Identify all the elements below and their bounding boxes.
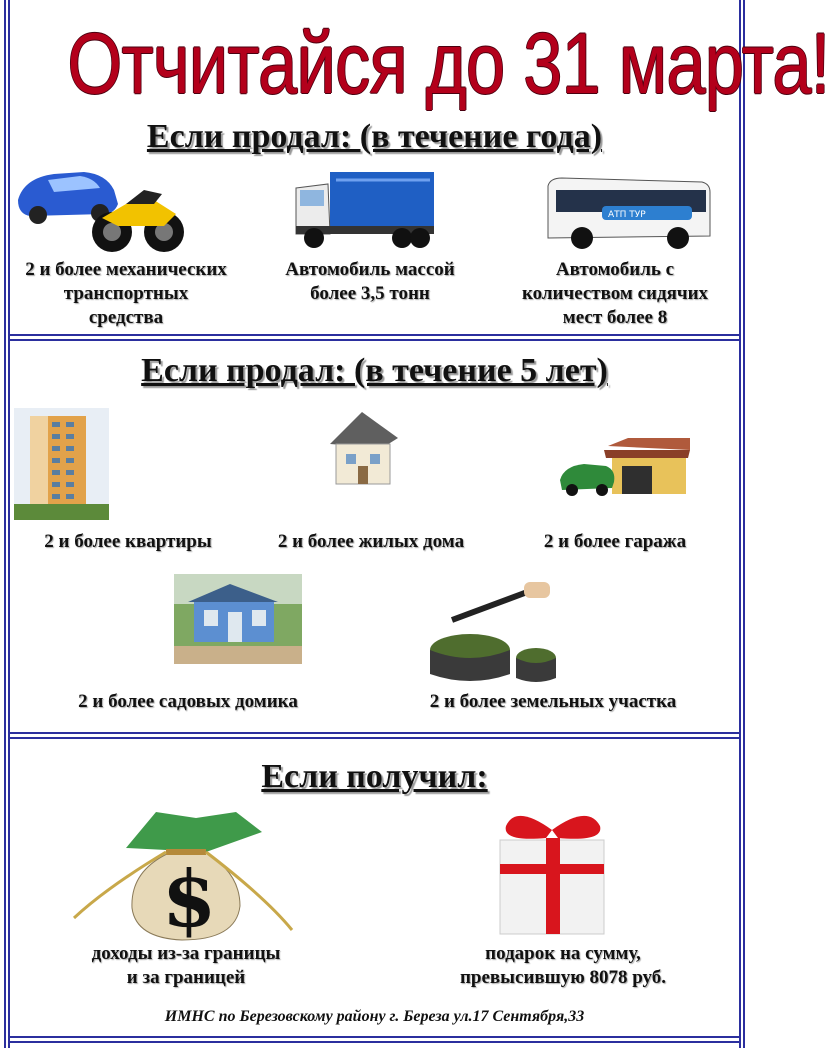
section-divider bbox=[10, 732, 739, 739]
section-heading-five-years: Если продал: (в течение 5 лет) bbox=[141, 352, 608, 389]
garage-icon bbox=[556, 436, 696, 500]
bottom-divider bbox=[10, 1036, 739, 1043]
left-frame-border bbox=[4, 0, 10, 1048]
gift-icon bbox=[496, 808, 608, 938]
car-motorcycle-icon bbox=[14, 160, 186, 255]
svg-text:АТП ТУР: АТП ТУР bbox=[608, 210, 646, 220]
bus-icon bbox=[542, 176, 712, 254]
footer-address: ИМНС по Березовскому району г. Береза ул.17 Сентября,33 bbox=[164, 1008, 585, 1025]
section-divider bbox=[10, 334, 739, 341]
caption-foreign-income: доходы из-за границы и за границей bbox=[91, 943, 281, 988]
caption-apartments: 2 и более квартиры bbox=[44, 531, 212, 552]
garden-house-icon bbox=[174, 574, 302, 664]
land-plot-icon bbox=[428, 580, 556, 690]
caption-garden-houses: 2 и более садовых домика bbox=[78, 691, 298, 712]
svg-text:$: $ bbox=[162, 854, 217, 945]
apartment-building-icon bbox=[14, 408, 109, 520]
truck-icon bbox=[292, 170, 437, 252]
house-icon bbox=[322, 408, 410, 490]
poster-title: Отчитайся до 31 марта! bbox=[67, 16, 830, 112]
caption-houses: 2 и более жилых дома bbox=[277, 531, 465, 552]
caption-vehicles: 2 и более механических транспортных средства bbox=[25, 259, 227, 328]
caption-bus: Автомобиль с количеством сидячих мест более 8 bbox=[521, 259, 709, 328]
section-heading-received: Если получил: bbox=[261, 758, 488, 795]
section-heading-year: Если продал: (в течение года) bbox=[146, 118, 603, 155]
right-frame-border bbox=[739, 0, 745, 1048]
money-bag-icon bbox=[66, 808, 298, 944]
caption-gift: подарок на сумму, превысившую 8078 руб. bbox=[459, 943, 667, 988]
caption-truck: Автомобиль массой более 3,5 тонн bbox=[285, 259, 455, 304]
caption-land-plots: 2 и более земельных участка bbox=[429, 691, 677, 712]
caption-garages: 2 и более гаража bbox=[543, 531, 687, 552]
